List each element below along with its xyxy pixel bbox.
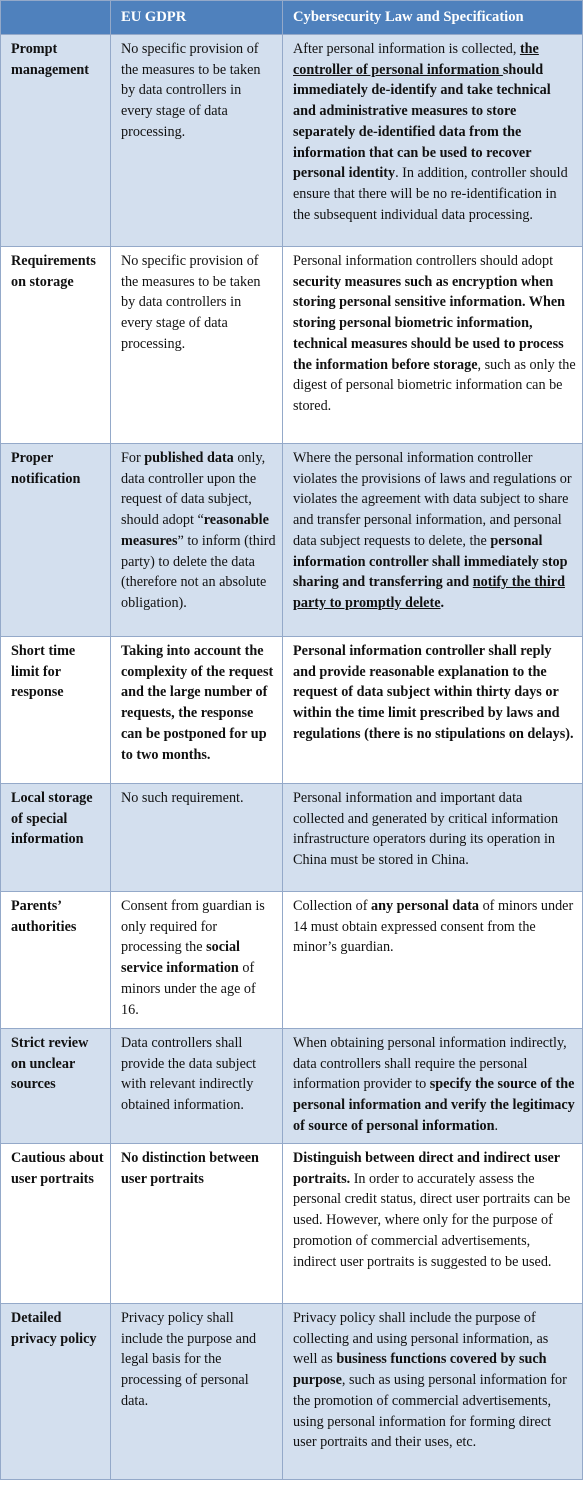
text-segment: personal information controller shall immediately stop sharing and transferring and [293,532,568,591]
text-segment: No such requirement. [121,790,244,806]
table-row [1,444,583,637]
table-row [1,247,583,444]
eu-gdpr-cell [111,1029,283,1144]
table-row [1,637,583,784]
row-topic: Requirements on storage [1,247,111,444]
text-segment: In order to accurately assess the personal credit status, direct user portraits can be used. However, where only for the purpose of promotion of commercial advertisements, indirect user portraits is suggested to be used. [293,1170,571,1270]
text-segment: When obtaining personal information indirectly, data controllers shall require the personal information provider to [293,1035,567,1093]
text-segment: the controller of personal information [293,41,539,78]
cybersecurity-law-cell [283,444,583,637]
text-segment: ” to inform (third party) to delete the data (therefore not an absolute obligation). [121,532,276,611]
cybersecurity-law-cell [283,892,583,1029]
text-segment: Where the personal information controller violates the provisions of laws and regulations or violates the agreement with data subject to share and transfer personal information, and personal data subject requests to delete, the [293,450,572,549]
text-segment: Personal information controllers should adopt [293,253,554,269]
text-segment: notify the third party to promptly delete [293,574,565,611]
row-topic: Detailed privacy policy [1,1304,111,1480]
text-segment: No distinction between user portraits [121,1150,259,1187]
text-segment: Privacy policy shall include the purpose and legal basis for the processing of personal data. [121,1310,257,1409]
table-row [1,1304,583,1480]
header-eu-gdpr: EU GDPR [111,1,283,35]
eu-gdpr-cell [111,1144,283,1304]
text-segment: After personal information is collected, [293,41,520,57]
table-row [1,1029,583,1144]
text-segment: , such as using personal information for the promotion of commercial advertisements, using personal information for forming direct user portraits and their uses, etc. [293,1372,567,1451]
text-segment: No specific provision of the measures to be taken by data controllers in every stage of data processing. [121,253,261,352]
text-segment: Taking into account the complexity of the request and the large number of requests, the response can be postponed for up to two months. [121,643,274,763]
row-topic: Proper notification [1,444,111,637]
cybersecurity-law-cell [283,784,583,892]
text-segment: specify the source of the personal information and verify the legitimacy of source of personal information [293,1076,575,1134]
eu-gdpr-cell [111,784,283,892]
cybersecurity-law-cell [283,35,583,247]
text-segment: any personal data [371,898,480,914]
eu-gdpr-cell [111,35,283,247]
text-segment: Privacy policy shall include the purpose of collecting and using personal information, as well as [293,1310,549,1368]
text-segment: only, data controller upon the request of data subject, should adopt “ [121,450,266,529]
table-row [1,1144,583,1304]
text-segment: business functions covered by such purpose [293,1351,547,1389]
cybersecurity-law-cell [283,247,583,444]
text-segment: Personal information controller shall reply and provide reasonable explanation to the request of data subject within thirty days or within the time limit prescribed by laws and regulations (there is no stipulations on delays). [293,643,574,742]
row-topic: Local storage of special information [1,784,111,892]
cybersecurity-law-cell [283,1029,583,1144]
text-segment: published data [144,450,234,466]
text-segment: . In addition, controller should ensure that there will be no re-identification in the subsequent individual data processing. [293,165,568,223]
cybersecurity-law-cell [283,637,583,784]
table-row [1,892,583,1029]
table-row [1,784,583,892]
header-cybersecurity-law: Cybersecurity Law and Specification [283,1,583,35]
eu-gdpr-cell [111,637,283,784]
row-topic: Parents’ authorities [1,892,111,1029]
text-segment: Personal information and important data collected and generated by critical information infrastructure operators during its operation in China must be stored in China. [293,790,559,869]
text-segment: For [121,450,145,466]
text-segment: reasonable measures [121,512,269,549]
cybersecurity-law-cell [283,1304,583,1480]
row-topic: Cautious about user portraits [1,1144,111,1304]
eu-gdpr-cell [111,892,283,1029]
text-segment: security measures such as encryption when storing personal sensitive information. When storing personal biometric information, technical measures should be used to process the information before storage [293,273,566,373]
row-topic: Prompt management [1,35,111,247]
table-row [1,35,583,247]
table-body [1,35,583,1480]
row-topic: Strict review on unclear sources [1,1029,111,1144]
eu-gdpr-cell [111,1304,283,1480]
eu-gdpr-cell [111,444,283,637]
text-segment: should immediately de-identify and take technical and administrative measures to store separately de-identified data from the information that can be used to recover personal identity [293,61,551,182]
text-segment: Distinguish between direct and indirect user portraits. [293,1150,560,1187]
row-topic: Short time limit for response [1,637,111,784]
header-topic [1,1,111,35]
cybersecurity-law-cell [283,1144,583,1304]
text-segment: No specific provision of the measures to be taken by data controllers in every stage of data processing. [121,41,261,140]
text-segment: , such as only the digest of personal biometric information can be stored. [293,356,576,414]
text-segment: Data controllers shall provide the data subject with relevant indirectly obtained information. [121,1035,257,1114]
text-segment: social service information [121,939,240,977]
text-segment: . [494,1117,499,1134]
text-segment: Consent from guardian is only required for processing the [121,898,265,956]
eu-gdpr-cell [111,247,283,444]
text-segment: . [440,594,445,611]
text-segment: of minors under the age of 16. [121,960,256,1018]
header-row [1,1,583,35]
text-segment: of minors under 14 must obtain expressed consent from the minor’s guardian. [293,898,574,956]
text-segment: Collection of [293,898,372,914]
